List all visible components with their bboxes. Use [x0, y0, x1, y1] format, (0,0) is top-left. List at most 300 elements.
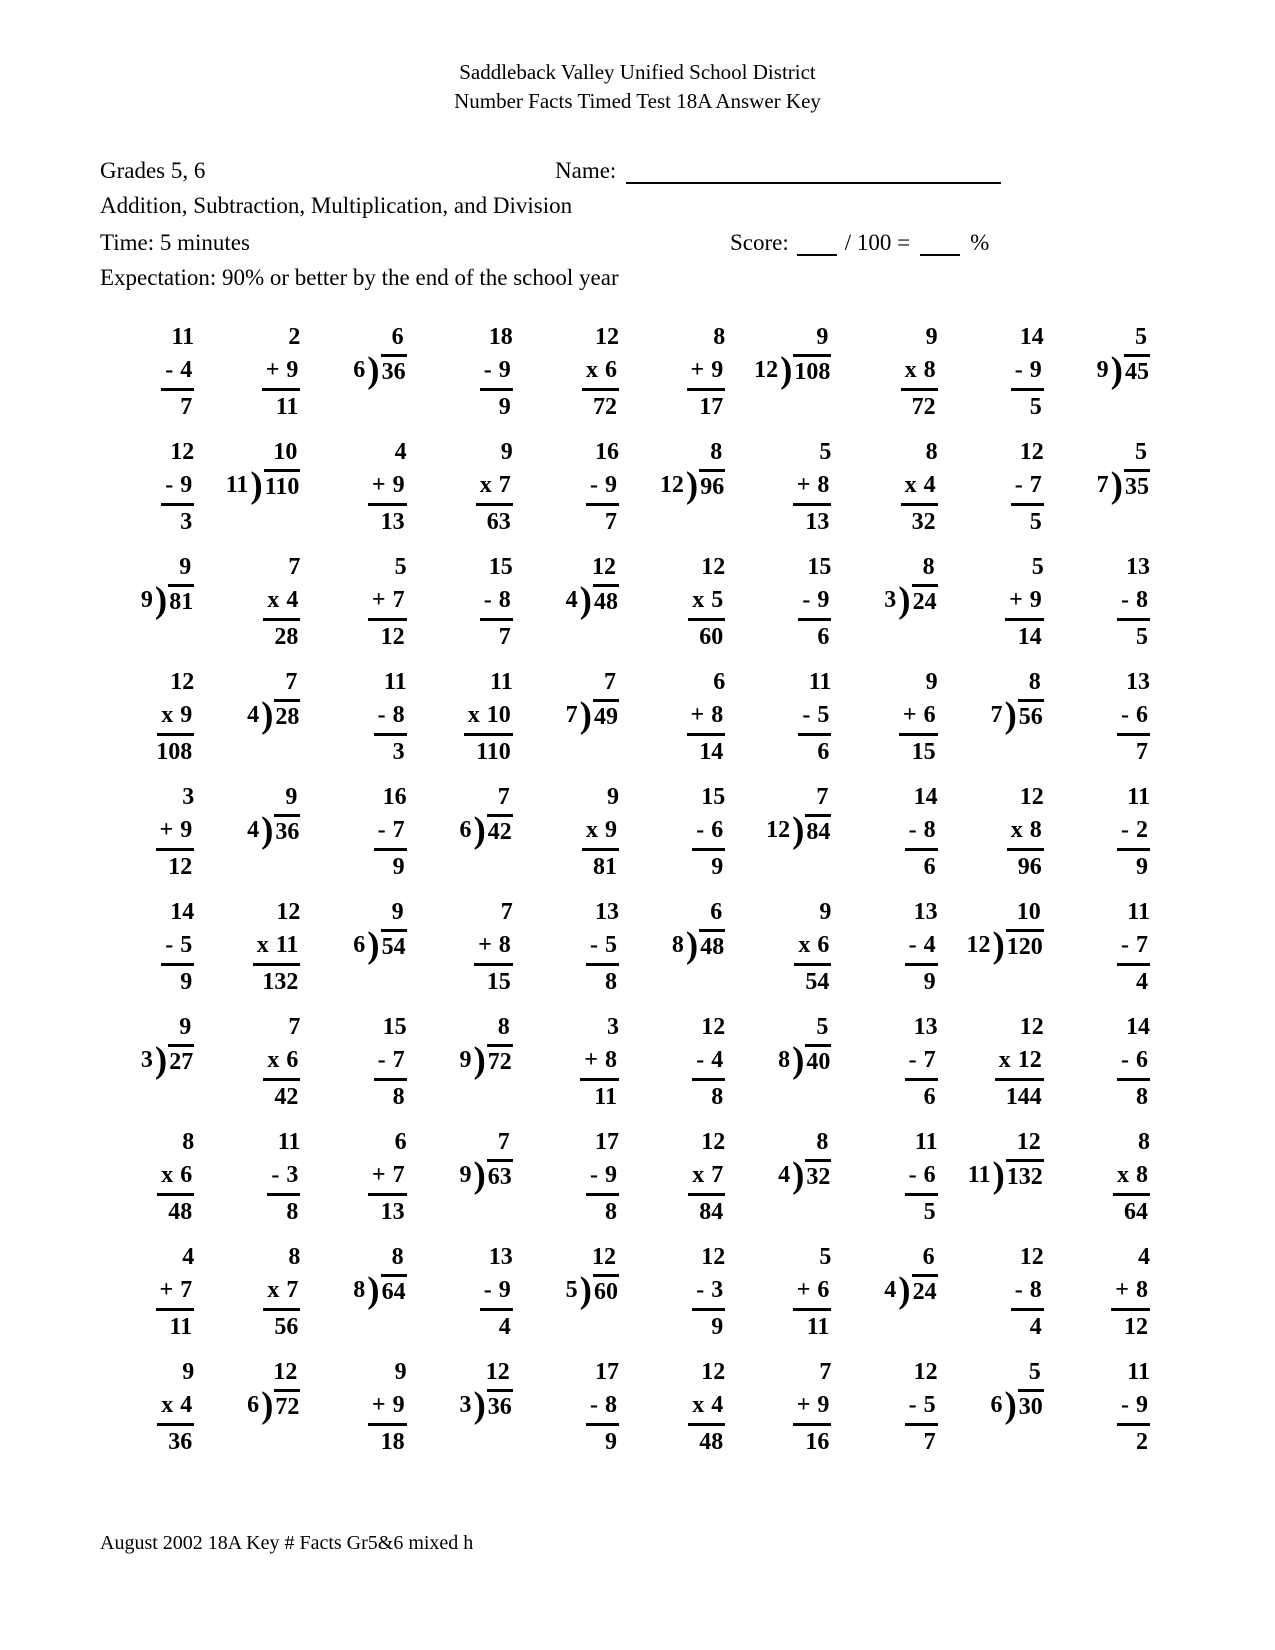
- dividend: 132: [1006, 1159, 1044, 1192]
- operator: -: [165, 931, 174, 958]
- operator: -: [696, 1276, 705, 1303]
- top-operand: 15: [701, 783, 726, 810]
- top-operand: 12: [276, 898, 301, 925]
- division-bracket-icon: ): [898, 579, 911, 621]
- divisor: 3: [459, 1391, 472, 1418]
- second-operand: 9: [817, 586, 830, 613]
- division-expression: [225, 464, 301, 506]
- top-operand: 2: [288, 323, 301, 350]
- quotient: 8: [1028, 668, 1041, 695]
- answer: 13: [805, 508, 830, 535]
- operator-line: [905, 1044, 938, 1081]
- division-expression: [459, 1039, 512, 1081]
- operator-line: [798, 699, 831, 736]
- answer: 11: [594, 1083, 617, 1110]
- score-blank: [797, 228, 837, 256]
- problem-cell: [831, 551, 937, 666]
- division-bracket-icon: ): [792, 809, 805, 851]
- quotient: 9: [179, 1013, 192, 1040]
- operator: -: [908, 1046, 917, 1073]
- dividend: 120: [1006, 929, 1044, 962]
- operator-line: [480, 354, 513, 391]
- top-operand: 6: [394, 1128, 407, 1155]
- division-bracket-icon: ): [579, 1269, 592, 1311]
- operator: -: [589, 931, 598, 958]
- answer: 110: [476, 738, 511, 765]
- problem-cell: [619, 781, 725, 896]
- second-operand: 7: [1029, 471, 1042, 498]
- top-operand: 5: [394, 553, 407, 580]
- quotient: 7: [497, 783, 510, 810]
- division-expression: [990, 694, 1043, 736]
- second-operand: 2: [1135, 816, 1148, 843]
- problem-cell: [1044, 1241, 1150, 1356]
- operator: x: [692, 586, 705, 613]
- operator-line: [1113, 1159, 1150, 1196]
- operator: +: [265, 356, 280, 383]
- problem-cell: [938, 666, 1044, 781]
- answer: 11: [806, 1313, 830, 1340]
- answer: 42: [274, 1083, 299, 1110]
- second-operand: 12: [1017, 1046, 1042, 1073]
- operator: -: [1014, 356, 1023, 383]
- second-operand: 7: [392, 1046, 405, 1073]
- second-operand: 9: [604, 816, 617, 843]
- answer: 9: [392, 853, 405, 880]
- operator: -: [908, 1161, 917, 1188]
- top-operand: 12: [170, 438, 195, 465]
- division-bracket-icon: ): [473, 809, 486, 851]
- problem-cell: [407, 551, 513, 666]
- answer: 7: [923, 1428, 936, 1455]
- divisor: 12: [766, 816, 791, 843]
- operator: x: [267, 1276, 280, 1303]
- divisor: 4: [565, 586, 578, 613]
- problem-cell: [194, 436, 300, 551]
- problem-cell: [938, 1356, 1044, 1471]
- operator: x: [998, 1046, 1011, 1073]
- operator-line: [586, 1389, 619, 1426]
- divisor: 11: [225, 471, 249, 498]
- operator-line: [157, 699, 194, 736]
- answer: 63: [486, 508, 511, 535]
- top-operand: 12: [701, 1243, 726, 1270]
- operator-line: [1111, 1274, 1150, 1311]
- division-expression: [459, 1384, 512, 1426]
- problem-cell: [1044, 1011, 1150, 1126]
- quotient: 9: [391, 898, 404, 925]
- top-operand: 14: [1019, 323, 1044, 350]
- division-expression: [565, 579, 619, 621]
- operator: -: [1120, 1391, 1129, 1418]
- operator: -: [802, 701, 811, 728]
- division-bracket-icon: ): [250, 464, 263, 506]
- operator-line: [253, 929, 301, 966]
- second-operand: 8: [498, 586, 511, 613]
- problem-cell: [725, 896, 831, 1011]
- operator-line: [1011, 354, 1044, 391]
- problem-cell: [1044, 666, 1150, 781]
- answer: 4: [1029, 1313, 1042, 1340]
- second-operand: 9: [1029, 356, 1042, 383]
- division-bracket-icon: ): [473, 1039, 486, 1081]
- division-bracket-icon: ): [367, 1269, 380, 1311]
- quotient: 6: [710, 898, 723, 925]
- operator: -: [1120, 816, 1129, 843]
- operator: x: [1116, 1161, 1129, 1188]
- second-operand: 9: [604, 1161, 617, 1188]
- division-expression: [247, 1384, 300, 1426]
- operator-line: [464, 699, 513, 736]
- operator-line: [688, 1159, 725, 1196]
- time-score-row: [100, 228, 1185, 256]
- subjects-row: [100, 193, 1185, 219]
- division-expression: [1096, 349, 1150, 391]
- top-operand: 11: [1127, 1358, 1150, 1385]
- answer: 15: [486, 968, 511, 995]
- answer: 48: [168, 1198, 193, 1225]
- problem-cell: [1044, 1126, 1150, 1241]
- operator: +: [1009, 586, 1023, 613]
- top-operand: 17: [594, 1358, 619, 1385]
- problems-grid: [88, 321, 1150, 1471]
- footer-note: August 2002 18A Key # Facts Gr5&6 mixed h: [100, 1532, 474, 1554]
- name-label: Name:: [555, 157, 617, 183]
- division-bracket-icon: ): [261, 809, 274, 851]
- answer: 17: [699, 393, 724, 420]
- operator-line: [476, 469, 513, 506]
- answer: 144: [1005, 1083, 1042, 1110]
- operator-line: [586, 469, 619, 506]
- answer: 8: [392, 1083, 405, 1110]
- answer: 7: [180, 393, 193, 420]
- problem-cell: [938, 781, 1044, 896]
- problem-cell: [725, 321, 831, 436]
- operator: -: [908, 931, 917, 958]
- dividend: 84: [805, 814, 831, 847]
- top-operand: 5: [819, 438, 832, 465]
- operator-line: [1117, 584, 1150, 621]
- top-operand: 13: [1125, 668, 1150, 695]
- problem-cell: [938, 1241, 1044, 1356]
- problem-cell: [300, 436, 406, 551]
- divisor: 12: [659, 471, 684, 498]
- operator: -: [377, 701, 386, 728]
- second-operand: 5: [923, 1391, 936, 1418]
- operator: +: [796, 471, 811, 498]
- operator: -: [165, 471, 174, 498]
- problem-cell: [407, 1126, 513, 1241]
- operator-line: [1117, 699, 1150, 736]
- second-operand: 8: [1029, 816, 1042, 843]
- second-operand: 6: [817, 1276, 830, 1303]
- operator-line: [905, 814, 938, 851]
- operator: -: [483, 1276, 492, 1303]
- dividend: 24: [912, 1274, 938, 1307]
- division-bracket-icon: ): [792, 1039, 805, 1081]
- quotient: 7: [816, 783, 829, 810]
- operator: -: [1120, 1046, 1129, 1073]
- operator-line: [580, 1044, 619, 1081]
- operator-line: [995, 1044, 1044, 1081]
- top-operand: 9: [394, 1358, 407, 1385]
- second-operand: 7: [392, 816, 405, 843]
- division-bracket-icon: ): [261, 694, 274, 736]
- division-bracket-icon: ): [1004, 694, 1017, 736]
- division-expression: [659, 464, 725, 506]
- answer: 54: [805, 968, 830, 995]
- answer: 64: [1123, 1198, 1148, 1225]
- operator: -: [377, 1046, 386, 1073]
- second-operand: 7: [392, 1161, 405, 1188]
- answer: 32: [911, 508, 936, 535]
- top-operand: 15: [807, 553, 832, 580]
- operator-line: [161, 469, 194, 506]
- problem-cell: [938, 551, 1044, 666]
- answer: 9: [1135, 853, 1148, 880]
- top-operand: 12: [1019, 1013, 1044, 1040]
- operator-line: [793, 1389, 832, 1426]
- operator: -: [377, 816, 386, 843]
- division-expression: [353, 1269, 406, 1311]
- division-expression: [140, 579, 194, 621]
- problem-cell: [513, 666, 619, 781]
- top-operand: 12: [1019, 1243, 1044, 1270]
- operator-line: [368, 1159, 407, 1196]
- second-operand: 8: [1135, 1276, 1148, 1303]
- top-operand: 13: [594, 898, 619, 925]
- answer: 18: [380, 1428, 405, 1455]
- division-bracket-icon: ): [473, 1384, 486, 1426]
- dividend: 48: [699, 929, 725, 962]
- top-operand: 13: [913, 1013, 938, 1040]
- operator: -: [165, 356, 174, 383]
- operator-line: [1011, 469, 1044, 506]
- operator: x: [692, 1161, 705, 1188]
- operator-line: [582, 814, 619, 851]
- problem-cell: [88, 1356, 194, 1471]
- district-title: Saddleback Valley Unified School District: [459, 60, 816, 84]
- operator: -: [696, 1046, 705, 1073]
- operator: x: [161, 701, 174, 728]
- answer: 12: [1123, 1313, 1148, 1340]
- quotient: 12: [273, 1358, 298, 1385]
- division-bracket-icon: ): [154, 1039, 168, 1081]
- division-bracket-icon: ): [685, 464, 699, 506]
- problem-cell: [300, 781, 406, 896]
- problem-cell: [619, 1011, 725, 1126]
- division-expression: [247, 809, 300, 851]
- second-operand: 9: [817, 1391, 830, 1418]
- expectation-row: [100, 265, 1185, 291]
- division-bracket-icon: ): [367, 924, 380, 966]
- second-operand: 6: [180, 1161, 193, 1188]
- second-operand: 5: [180, 931, 193, 958]
- operator: x: [161, 1161, 174, 1188]
- second-operand: 9: [604, 471, 617, 498]
- operator-line: [157, 1389, 194, 1426]
- problem-cell: [407, 436, 513, 551]
- divisor: 8: [353, 1276, 366, 1303]
- division-expression: [778, 1039, 831, 1081]
- divisor: 4: [884, 1276, 897, 1303]
- dividend: 24: [912, 584, 938, 617]
- problem-cell: [88, 666, 194, 781]
- top-operand: 8: [288, 1243, 301, 1270]
- top-operand: 15: [382, 1013, 407, 1040]
- operator-line: [263, 1044, 300, 1081]
- top-operand: 7: [288, 553, 301, 580]
- second-operand: 8: [604, 1391, 617, 1418]
- operator-line: [687, 354, 726, 391]
- second-operand: 7: [498, 471, 511, 498]
- problem-cell: [300, 1126, 406, 1241]
- answer: 6: [923, 1083, 936, 1110]
- top-operand: 11: [277, 1128, 301, 1155]
- answer: 13: [380, 508, 405, 535]
- quotient: 12: [591, 553, 616, 580]
- operator: +: [371, 1161, 386, 1188]
- top-operand: 12: [170, 668, 195, 695]
- second-operand: 8: [604, 1046, 617, 1073]
- answer: 6: [817, 738, 830, 765]
- divisor: 8: [778, 1046, 791, 1073]
- dividend: 40: [805, 1044, 831, 1077]
- second-operand: 7: [286, 1276, 299, 1303]
- operator: x: [904, 356, 917, 383]
- problem-cell: [1044, 1356, 1150, 1471]
- answer: 15: [911, 738, 936, 765]
- top-operand: 4: [182, 1243, 195, 1270]
- quotient: 5: [816, 1013, 829, 1040]
- answer: 132: [262, 968, 299, 995]
- operator: +: [371, 471, 386, 498]
- second-operand: 11: [275, 931, 299, 958]
- dividend: 42: [487, 814, 513, 847]
- answer: 3: [392, 738, 405, 765]
- grades-name-row: [100, 156, 1185, 184]
- division-expression: [671, 924, 725, 966]
- quotient: 9: [179, 553, 192, 580]
- problem-cell: [831, 1126, 937, 1241]
- problem-cell: [300, 666, 406, 781]
- second-operand: 4: [180, 356, 193, 383]
- top-operand: 7: [819, 1358, 832, 1385]
- problem-cell: [938, 321, 1044, 436]
- quotient: 12: [1016, 1128, 1041, 1155]
- top-operand: 9: [925, 668, 938, 695]
- answer: 2: [1135, 1428, 1148, 1455]
- problem-cell: [513, 321, 619, 436]
- expectation-label: Expectation: 90% or better by the end of the school year: [100, 264, 619, 290]
- division-expression: [1096, 464, 1150, 506]
- quotient: 8: [922, 553, 935, 580]
- problem-cell: [194, 1011, 300, 1126]
- quotient: 7: [603, 668, 616, 695]
- divisor: 4: [778, 1161, 791, 1188]
- problem-cell: [88, 436, 194, 551]
- top-operand: 11: [1127, 898, 1150, 925]
- answer: 9: [498, 393, 511, 420]
- problem-cell: [88, 1011, 194, 1126]
- info-block: [100, 156, 1185, 291]
- problem-cell: [619, 1126, 725, 1241]
- second-operand: 8: [711, 701, 724, 728]
- test-title: Number Facts Timed Test 18A Answer Key: [454, 88, 821, 113]
- problem-cell: [300, 321, 406, 436]
- operator-line: [687, 699, 726, 736]
- answer: 56: [274, 1313, 299, 1340]
- top-operand: 3: [182, 783, 195, 810]
- division-bracket-icon: ): [792, 1154, 805, 1196]
- operator: x: [904, 471, 917, 498]
- top-operand: 11: [383, 668, 407, 695]
- operator: x: [256, 931, 269, 958]
- time-label: Time: 5 minutes: [100, 229, 250, 255]
- quotient: 6: [391, 323, 404, 350]
- percent-sign: %: [970, 229, 990, 255]
- operator-line: [905, 929, 938, 966]
- second-operand: 7: [1135, 931, 1148, 958]
- division-expression: [247, 694, 300, 736]
- second-operand: 8: [392, 701, 405, 728]
- operator-line: [793, 469, 832, 506]
- second-operand: 9: [392, 1391, 405, 1418]
- problem-cell: [725, 436, 831, 551]
- operator-line: [374, 1044, 407, 1081]
- answer: 28: [274, 623, 299, 650]
- division-bracket-icon: ): [780, 349, 793, 391]
- operator: -: [1120, 586, 1129, 613]
- score-denominator: / 100 =: [844, 229, 911, 255]
- dividend: 63: [487, 1159, 513, 1192]
- problem-cell: [831, 896, 937, 1011]
- quotient: 8: [816, 1128, 829, 1155]
- divisor: 6: [247, 1391, 260, 1418]
- problem-cell: [407, 1356, 513, 1471]
- operator-line: [688, 584, 725, 621]
- problem-cell: [619, 1241, 725, 1356]
- answer: 5: [923, 1198, 936, 1225]
- top-operand: 11: [1127, 783, 1150, 810]
- operator: -: [696, 816, 705, 843]
- problem-cell: [194, 1126, 300, 1241]
- problem-cell: [725, 781, 831, 896]
- problem-cell: [88, 781, 194, 896]
- answer: 9: [604, 1428, 617, 1455]
- operator: +: [159, 1276, 174, 1303]
- top-operand: 9: [925, 323, 938, 350]
- division-bracket-icon: ): [1110, 349, 1123, 391]
- top-operand: 17: [594, 1128, 619, 1155]
- divisor: 6: [459, 816, 472, 843]
- operator: -: [589, 1161, 598, 1188]
- dividend: 81: [168, 584, 194, 617]
- answer: 8: [286, 1198, 299, 1225]
- second-operand: 3: [286, 1161, 299, 1188]
- operator-line: [905, 1389, 938, 1426]
- top-operand: 6: [713, 668, 726, 695]
- division-bracket-icon: ): [685, 924, 699, 966]
- answer: 9: [180, 968, 193, 995]
- problem-cell: [513, 1126, 619, 1241]
- problem-cell: [1044, 551, 1150, 666]
- answer: 14: [1017, 623, 1042, 650]
- quotient: 8: [391, 1243, 404, 1270]
- second-operand: 8: [923, 816, 936, 843]
- quotient: 9: [285, 783, 298, 810]
- operator-line: [262, 354, 301, 391]
